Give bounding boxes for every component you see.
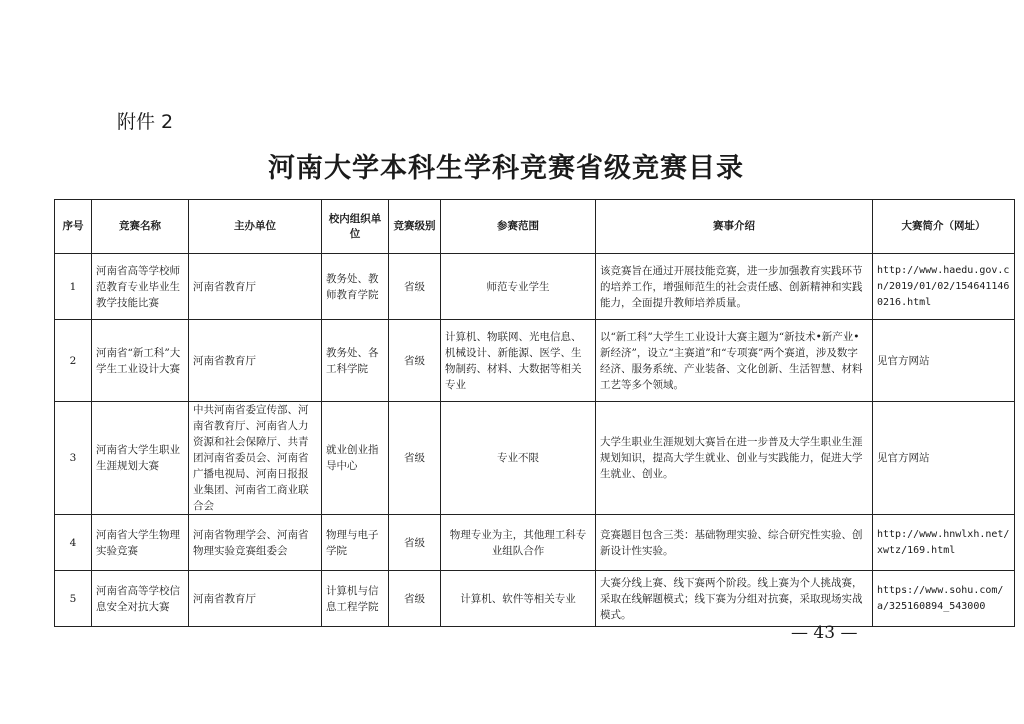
row-name: 河南省高等学校师范教育专业毕业生教学技能比赛	[92, 254, 189, 320]
document-title: 河南大学本科生学科竞赛省级竞赛目录	[268, 153, 744, 184]
row-host: 河南省教育厅	[189, 320, 322, 402]
table-row	[55, 571, 1015, 627]
table-row	[55, 515, 1015, 571]
row-website-link[interactable]: https://www.sohu.com/a/325160894_543000	[873, 571, 1015, 627]
row-school-unit: 计算机与信息工程学院	[322, 571, 389, 627]
header-scope: 参赛范围	[441, 200, 596, 254]
header-host: 主办单位	[189, 200, 322, 254]
row-intro: 竞赛题目包含三类：基础物理实验、综合研究性实验、创新设计性实验。	[596, 515, 873, 571]
row-no: 4	[55, 515, 92, 571]
row-name: 河南省高等学校信息安全对抗大赛	[92, 571, 189, 627]
header-level: 竞赛级别	[389, 200, 441, 254]
row-no: 2	[55, 320, 92, 402]
row-host: 河南省物理学会、河南省物理实验竞赛组委会	[189, 515, 322, 571]
row-scope: 计算机、软件等相关专业	[441, 571, 596, 627]
row-school-unit: 教务处、教师教育学院	[322, 254, 389, 320]
header-school-unit: 校内组织单位	[322, 200, 389, 254]
row-host: 河南省教育厅	[189, 571, 322, 627]
row-website-link[interactable]: http://www.haedu.gov.cn/2019/01/02/1546411460216.html	[873, 254, 1015, 320]
row-no: 5	[55, 571, 92, 627]
row-intro: 大赛分线上赛、线下赛两个阶段。线上赛为个人挑战赛，采取在线解题模式；线下赛为分组对抗赛，采取现场实战模式。	[596, 571, 873, 627]
row-intro: 大学生职业生涯规划大赛旨在进一步普及大学生职业生涯规划知识，提高大学生就业、创业与实践能力，促进大学生就业、创业。	[596, 402, 873, 515]
attachment-label: 附件 2	[117, 111, 174, 133]
header-no: 序号	[55, 200, 92, 254]
competition-table	[54, 199, 1015, 627]
header-name: 竞赛名称	[92, 200, 189, 254]
row-level: 省级	[389, 402, 441, 515]
row-school-unit: 就业创业指导中心	[322, 402, 389, 515]
row-scope: 计算机、物联网、光电信息、机械设计、新能源、医学、生物制药、材料、大数据等相关专业	[441, 320, 596, 402]
row-website-link[interactable]: http://www.hnwlxh.net/xwtz/169.html	[873, 515, 1015, 571]
row-name: 河南省大学生物理实验竞赛	[92, 515, 189, 571]
header-website: 大赛简介（网址）	[873, 200, 1015, 254]
row-level: 省级	[389, 571, 441, 627]
row-name: 河南省“新工科”大学生工业设计大赛	[92, 320, 189, 402]
row-name: 河南省大学生职业生涯规划大赛	[92, 402, 189, 515]
row-host: 中共河南省委宣传部、河南省教育厅、河南省人力资源和社会保障厅、共青团河南省委员会、河南省广播电视局、河南日报报业集团、河南省工商业联合会	[189, 402, 322, 515]
page-number: — 43 —	[791, 623, 858, 643]
row-no: 3	[55, 402, 92, 515]
row-no: 1	[55, 254, 92, 320]
row-level: 省级	[389, 254, 441, 320]
row-level: 省级	[389, 320, 441, 402]
row-website: 见官方网站	[873, 320, 1015, 402]
row-scope: 专业不限	[441, 402, 596, 515]
table-row	[55, 320, 1015, 402]
row-level: 省级	[389, 515, 441, 571]
row-school-unit: 教务处、各工科学院	[322, 320, 389, 402]
row-intro: 以“新工科”大学生工业设计大赛主题为“新技术•新产业•新经济”，设立“主赛道”和“专项赛”两个赛道，涉及数字经济、服务系统、产业装备、文化创新、生活智慧、材料工艺等多个领域。	[596, 320, 873, 402]
table-row	[55, 254, 1015, 320]
table-header-row	[55, 200, 1015, 254]
row-scope: 师范专业学生	[441, 254, 596, 320]
row-website: 见官方网站	[873, 402, 1015, 515]
table-row	[55, 402, 1015, 515]
row-scope: 物理专业为主，其他理工科专业组队合作	[441, 515, 596, 571]
row-school-unit: 物理与电子学院	[322, 515, 389, 571]
row-host: 河南省教育厅	[189, 254, 322, 320]
row-intro: 该竞赛旨在通过开展技能竞赛，进一步加强教育实践环节的培养工作，增强师范生的社会责任感、创新精神和实践能力，全面提升教师培养质量。	[596, 254, 873, 320]
header-intro: 赛事介绍	[596, 200, 873, 254]
